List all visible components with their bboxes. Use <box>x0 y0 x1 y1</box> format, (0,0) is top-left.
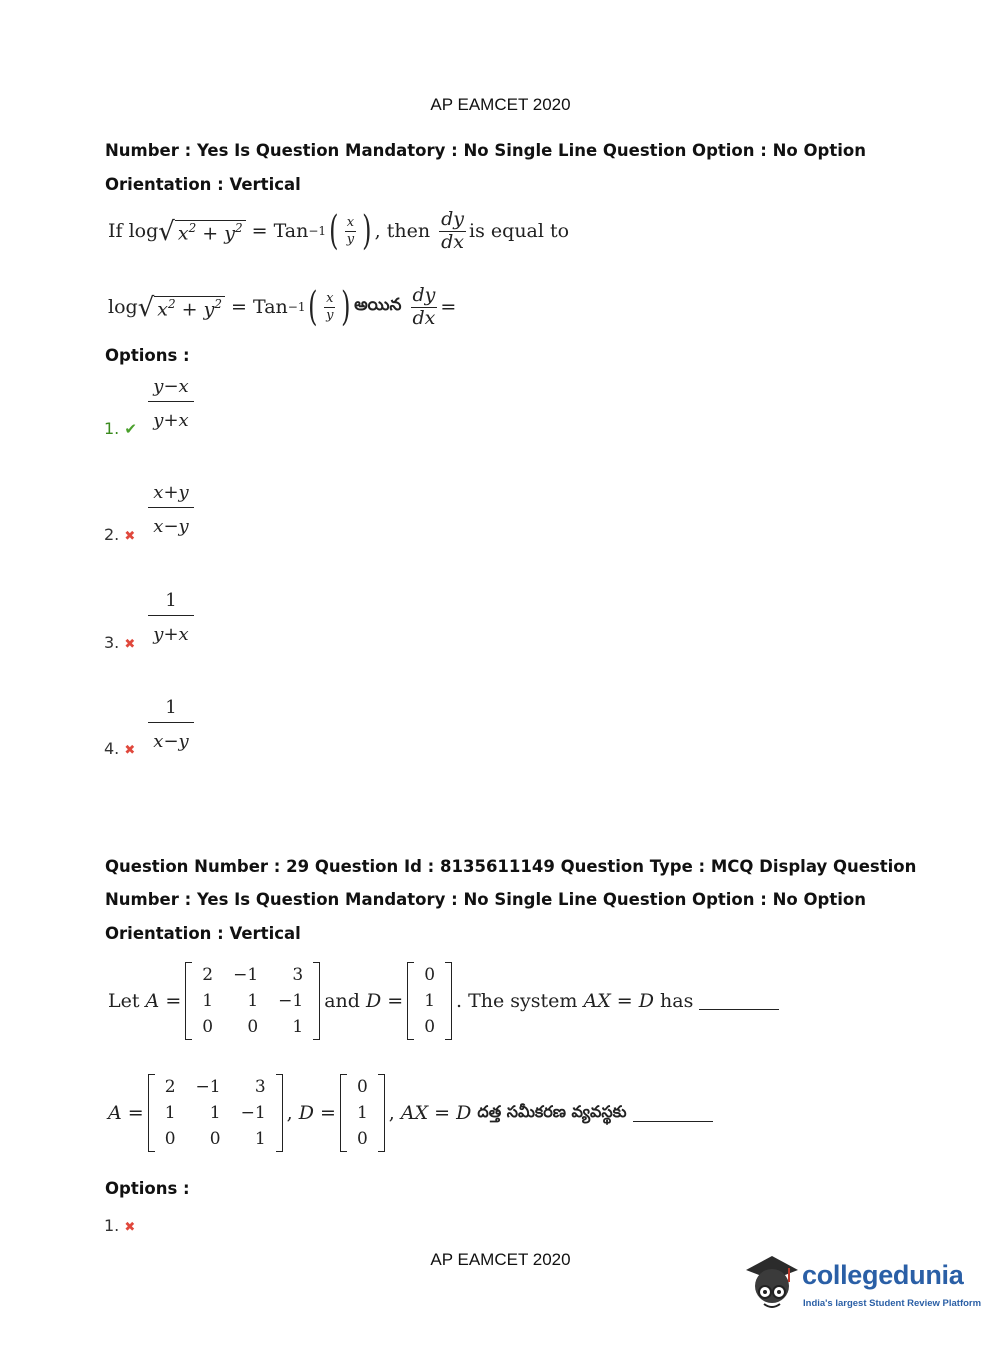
option-numerator: y−x <box>148 376 194 402</box>
q28-option-4-fraction <box>148 697 194 752</box>
q29-meta-line1: Number : Yes Is Question Mandatory : No Single Line Question Option : No Option <box>105 890 866 909</box>
option-numerator: x+y <box>148 482 194 508</box>
q29-telugu-statement: A = 2 −1 3 1 1 −1 0 0 1 , D = 0 1 0 , AX = D దత్త సమీకరణ వ్యవస్థకు <box>108 1072 713 1154</box>
page-header: AP EAMCET 2020 <box>430 95 571 114</box>
check-icon: ✔ <box>124 420 137 438</box>
q28-te-eq: = <box>440 296 457 318</box>
q28-option-4[interactable] <box>104 739 135 758</box>
cross-icon: ✖ <box>124 637 136 652</box>
q28-te-equals: = <box>231 296 247 318</box>
q29-has: has <box>660 990 694 1012</box>
q29-english-statement: Let A = 2 −1 3 1 1 −1 0 0 1 and D = 0 1 0 . The system AX = D has <box>108 960 779 1042</box>
q28-if: If <box>108 220 123 242</box>
q29-meta-line2: Orientation : Vertical <box>105 924 301 943</box>
page-footer: AP EAMCET 2020 <box>430 1250 571 1269</box>
collegedunia-mascot-icon <box>742 1250 802 1316</box>
matrix-a-te: 2 −1 3 1 1 −1 0 0 1 <box>148 1074 283 1152</box>
matrix-d: 0 1 0 <box>407 962 452 1040</box>
sqrt-sign: √ $x^2 + y^2$ <box>158 217 245 244</box>
q28-te-log: log <box>108 296 138 318</box>
q28-option-3[interactable] <box>104 633 135 652</box>
cross-icon: ✖ <box>124 529 136 544</box>
sqrt-sign-te: √ $x^2 + y^2$ <box>138 293 225 320</box>
matrix-a: 2 −1 3 1 1 −1 0 0 1 <box>185 962 320 1040</box>
option-number: 3. <box>104 633 120 652</box>
q28-equal-to: is equal to <box>469 220 570 242</box>
q28-option-1-fraction <box>148 376 194 431</box>
option-denominator: x−y <box>153 731 189 752</box>
q29-system: . The system <box>456 990 578 1012</box>
answer-blank-te <box>633 1105 713 1122</box>
option-numerator: 1 <box>148 590 194 616</box>
q28-option-3-fraction <box>148 590 194 645</box>
q28-te-ayina: అయిన <box>354 295 402 315</box>
q28-meta-line2: Orientation : Vertical <box>105 175 301 194</box>
q29-option-1[interactable] <box>104 1216 135 1235</box>
q29-let: Let <box>108 990 140 1012</box>
option-number: 1. <box>104 1216 120 1235</box>
q28-options-label: Options : <box>105 346 190 365</box>
answer-blank <box>699 993 779 1010</box>
collegedunia-tagline: India's largest Student Review Platform <box>803 1298 982 1309</box>
q29-options-label: Options : <box>105 1179 190 1198</box>
q29-meta-line0: Question Number : 29 Question Id : 8135611149 Question Type : MCQ Display Question <box>105 857 917 876</box>
q28-option-2[interactable] <box>104 525 135 544</box>
cross-icon: ✖ <box>124 743 136 758</box>
option-number: 1. <box>104 419 120 438</box>
q28-english-statement: If log √ $x^2 + y^2$ = Tan −1 ( $\frac{x}{y}$ ) , then $\frac{dy}{dx}$ is equal to <box>108 207 570 254</box>
option-denominator: y+x <box>153 624 189 645</box>
q28-te-tan: Tan <box>253 296 288 318</box>
q28-tan: Tan <box>273 220 309 242</box>
q28-log: log <box>128 220 159 242</box>
option-number: 4. <box>104 739 120 758</box>
option-numerator: 1 <box>148 697 194 723</box>
option-denominator: x−y <box>153 516 189 537</box>
q28-telugu-statement: log √ $x^2 + y^2$ = Tan −1 ( $\frac{x}{y}$ ) అయిన $\frac{dy}{dx}$ = <box>108 283 457 330</box>
option-number: 2. <box>104 525 120 544</box>
q28-option-2-fraction <box>148 482 194 537</box>
q29-te-phrase: దత్త సమీకరణ వ్యవస్థకు <box>477 1101 627 1121</box>
q28-meta-line1: Number : Yes Is Question Mandatory : No Single Line Question Option : No Option <box>105 141 866 160</box>
cross-icon: ✖ <box>124 1220 136 1235</box>
option-denominator: y+x <box>153 410 189 431</box>
collegedunia-logo-text: collegedunia <box>802 1260 964 1290</box>
matrix-d-te: 0 1 0 <box>340 1074 385 1152</box>
q29-and: and <box>324 990 360 1012</box>
q28-option-1[interactable] <box>104 419 137 438</box>
q28-equals: = <box>251 220 268 242</box>
q28-then: , then <box>374 220 431 242</box>
